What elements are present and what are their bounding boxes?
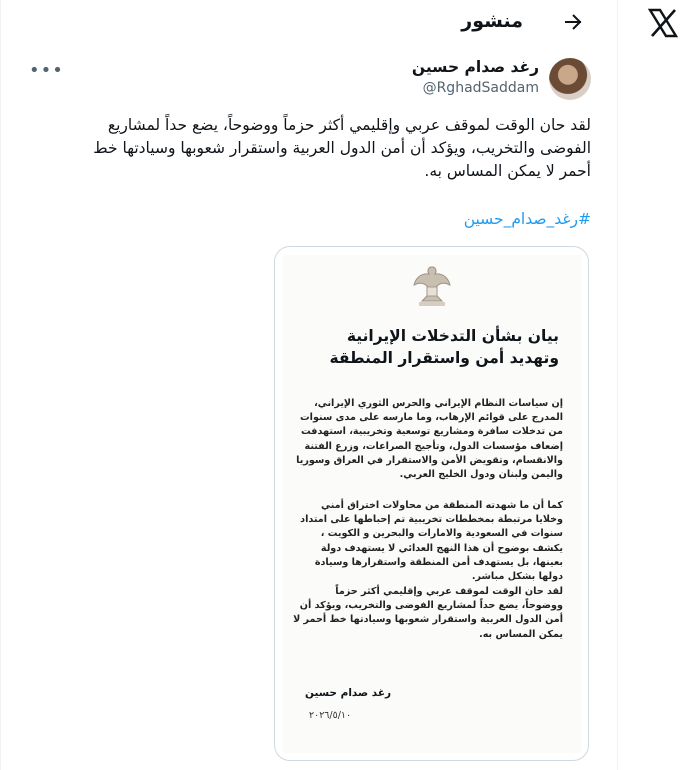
post-text: لقد حان الوقت لموقف عربي وإقليمي أكثر حزماً ووضوحاً، يضع حداً لمشاريع الفوضى والتخريب، ويؤكد أن أمن الدول العربية واستقرار شعوبها وسيادتها خط أحمر لا يمكن المساس به. <box>93 116 591 180</box>
hashtag-link[interactable]: #رغد_صدام_حسين <box>463 210 591 228</box>
document-paragraph: لقد حان الوقت لموقف عربي وإقليمي أكثر حزماً ووضوحاً، يضع حداً لمشاريع الفوضى والتخريب، ويؤكد أن أمن الدول العربية واستقرار شعوبها وسيادتها خط أحمر لا يمكن المساس به. <box>293 586 563 640</box>
post-image[interactable] <box>274 246 589 761</box>
avatar[interactable] <box>549 58 591 100</box>
document-image <box>283 255 581 753</box>
more-icon[interactable]: ••• <box>29 60 64 81</box>
back-arrow-icon[interactable] <box>563 12 583 32</box>
document-paragraph: كما أن ما شهدته المنطقة من محاولات اختراق أمني وخلايا مرتبطة بمخططات تخريبية تم إحباطها على امتداد سنوات في السعودية والامارات والبحرين و الكويت ، يكشف بوضوح أن هذا النهج العدائي لا يستهدف دولة بعينها، بل يستهدف أمن المنطقة واستقرارها وسيادة دولها بشكل مباشر. <box>300 500 563 583</box>
document-signature: رغد صدام حسين <box>305 687 392 699</box>
document-date: ٢٠٢٦/٥/١٠ <box>309 710 352 721</box>
top-bar <box>1 0 617 52</box>
user-handle[interactable]: @RghadSaddam <box>422 80 539 96</box>
post-header <box>1 56 617 108</box>
side-nav <box>616 0 698 770</box>
display-name[interactable]: رغد صدام حسين <box>411 58 539 76</box>
x-logo-icon[interactable] <box>648 8 678 38</box>
document-paragraph: إن سياسات النظام الإيراني والحرس الثوري الإيراني، المدرج على قوائم الإرهاب، وما مارسه على مدى سنوات من تدخلات سافرة ومشاريع توسعية وتخريبية، استهدفت إضعاف مؤسسات الدول، وتأجيج الصراعات، وزرع الفتنة والانقسام، وتقويض الأمن والاستقرار في العراق وسوريا واليمن ولبنان ودول الخليج العربي. <box>296 398 563 481</box>
eagle-emblem-icon <box>410 263 454 309</box>
page-title: منشور <box>461 10 523 32</box>
document-title: بيان بشأن التدخلات الإيرانية وتهديد أمن واستقرار المنطقة <box>329 327 559 367</box>
